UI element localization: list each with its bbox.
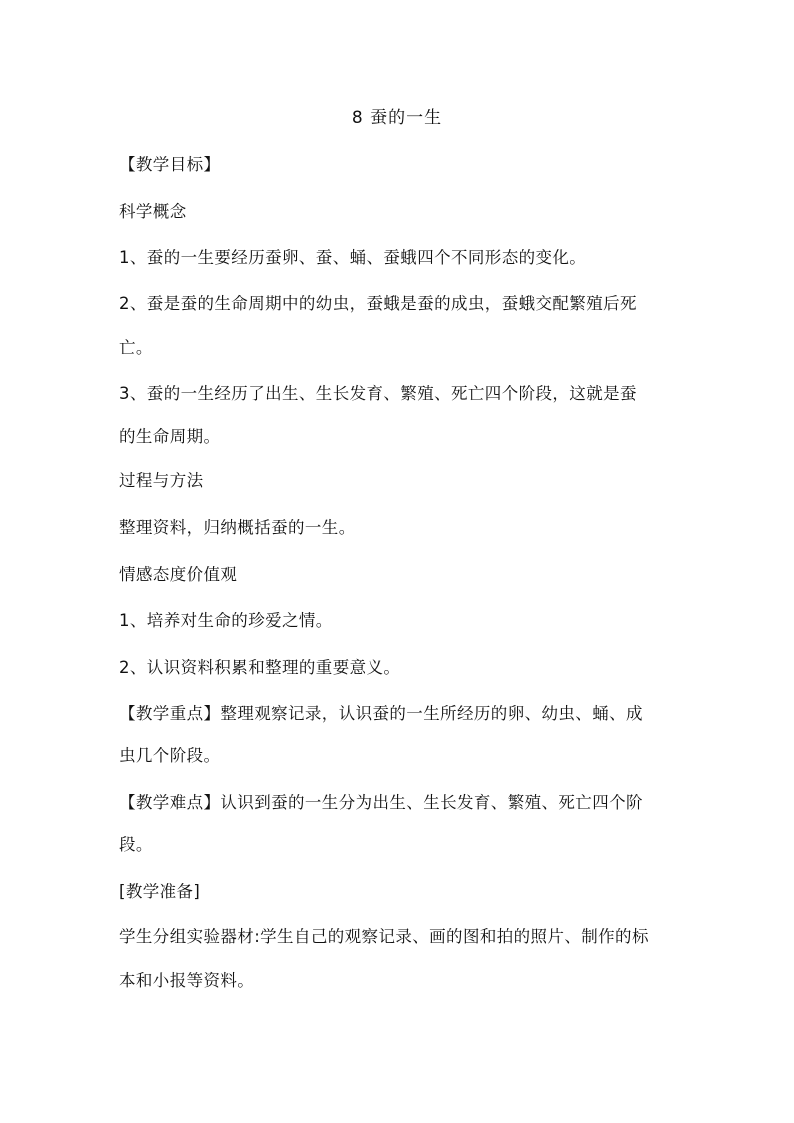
- paragraph-line: 亡。: [119, 338, 153, 357]
- section-heading-teaching-goals: 【教学目标】: [119, 155, 221, 174]
- subheading-science-concepts: 科学概念: [119, 202, 187, 221]
- paragraph-line: 整理资料，归纳概括蚕的一生。: [119, 518, 356, 537]
- paragraph-line: 1、培养对生命的珍爱之情。: [119, 611, 333, 630]
- subheading-attitude-values: 情感态度价值观: [119, 565, 238, 584]
- paragraph-line: 本和小报等资料。: [119, 971, 255, 990]
- paragraph-line: 1、蚕的一生要经历蚕卵、蚕、蛹、蚕蛾四个不同形态的变化。: [119, 248, 587, 267]
- paragraph-line: 3、蚕的一生经历了出生、生长发育、繁殖、死亡四个阶段，这就是蚕: [119, 384, 637, 403]
- paragraph-line: 2、认识资料积累和整理的重要意义。: [119, 658, 401, 677]
- section-heading-teaching-prep: [教学准备]: [119, 882, 201, 901]
- document-title: 8 蚕的一生: [351, 108, 443, 128]
- paragraph-line: 的生命周期。: [119, 427, 221, 446]
- subheading-process-methods: 过程与方法: [119, 471, 204, 490]
- paragraph-line: 2、蚕是蚕的生命周期中的幼虫，蚕蛾是蚕的成虫，蚕蛾交配繁殖后死: [119, 294, 637, 313]
- paragraph-teaching-difficulty: 【教学难点】认识到蚕的一生分为出生、生长发育、繁殖、死亡四个阶: [119, 793, 643, 812]
- paragraph-line: 学生分组实验器材:学生自己的观察记录、画的图和拍的照片、制作的标: [119, 927, 649, 946]
- paragraph-teaching-focus: 【教学重点】整理观察记录，认识蚕的一生所经历的卵、幼虫、蛹、成: [119, 704, 643, 723]
- paragraph-line: 段。: [119, 835, 153, 854]
- paragraph-line: 虫几个阶段。: [119, 746, 221, 765]
